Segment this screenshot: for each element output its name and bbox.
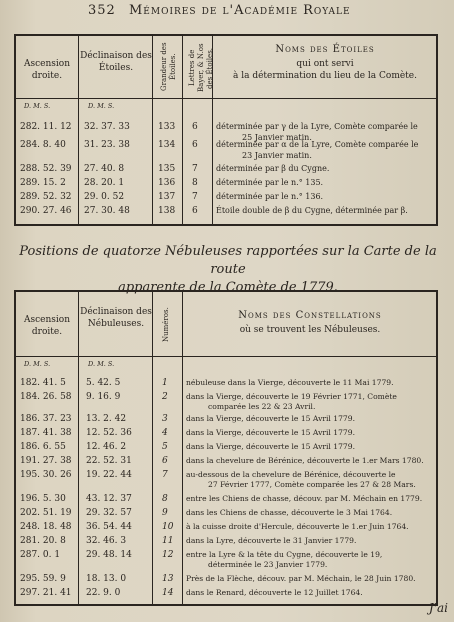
header-noms: Noms des Étoiles xyxy=(275,44,375,55)
header-lettres: Lettres de Bayer, & N.os des Étoiles. xyxy=(188,43,214,93)
nebula-number: 13 xyxy=(162,574,174,584)
declinaison-value: 13. 2. 42 xyxy=(86,414,127,424)
ascension-value: 290. 27. 46 xyxy=(20,206,72,216)
star-number: 138 xyxy=(158,206,176,216)
catchword: J'ai xyxy=(428,601,448,615)
nebula-number: 3 xyxy=(162,414,168,424)
nebula-number: 1 xyxy=(162,378,168,388)
declinaison-value: 12. 46. 2 xyxy=(86,442,127,452)
constellation-note-cont: comparée les 22 & 23 Avril. xyxy=(208,402,316,411)
star-note: déterminée par le n.° 135. xyxy=(216,178,324,187)
header-ascension-2: Ascension droite. xyxy=(24,315,70,337)
declinaison-value: 36. 54. 44 xyxy=(86,522,132,532)
ascension-value: 196. 5. 30 xyxy=(20,494,66,504)
declinaison-value: 29. 48. 14 xyxy=(86,550,132,560)
magnitude: 8 xyxy=(192,178,198,188)
nebulae-table xyxy=(14,290,438,606)
nebula-number: 14 xyxy=(162,588,174,598)
ascension-value: 289. 15. 2 xyxy=(20,178,66,188)
section-title xyxy=(8,243,448,297)
header-declinaison: Déclinaison des Étoiles. xyxy=(80,51,152,73)
header-numeros: Numéros. xyxy=(162,307,170,343)
constellation-note: nébuleuse dans la Vierge, découverte le 11 Mai 1779. xyxy=(186,378,394,387)
ascension-value: 182. 41. 5 xyxy=(20,378,66,388)
running-title: Mémoires de l'Académie Royale xyxy=(128,3,351,18)
header-noms-sub1: qui ont servi xyxy=(296,59,354,69)
constellation-note: dans les Chiens de chasse, découverte le 3 Mai 1764. xyxy=(186,508,393,517)
ascension-value: 184. 26. 58 xyxy=(20,392,72,402)
running-head xyxy=(88,3,448,18)
constellation-note: dans la Vierge, découverte le 19 Février 1771, Comète xyxy=(186,392,397,401)
header-ascension: Ascension droite. xyxy=(24,59,70,81)
nebula-number: 2 xyxy=(162,392,168,402)
constellation-note: Près de la Flèche, découv. par M. Méchain, le 28 Juin 1780. xyxy=(186,574,416,583)
star-note: déterminée par β du Cygne. xyxy=(216,164,330,173)
declinaison-value: 22. 9. 0 xyxy=(86,588,121,598)
nebula-number: 8 xyxy=(162,494,168,504)
star-number: 133 xyxy=(158,122,176,132)
declinaison-value: 29. 32. 57 xyxy=(86,508,132,518)
ascension-value: 191. 27. 38 xyxy=(20,456,72,466)
declinaison-value: 28. 20. 1 xyxy=(84,178,125,188)
nebula-number: 6 xyxy=(162,456,168,466)
header-noms-sub-2: où se trouvent les Nébuleuses. xyxy=(239,325,381,335)
units-ascension-2: D. M. S. xyxy=(24,360,51,368)
units-declinaison: D. M. S. xyxy=(88,102,115,110)
declinaison-value: 32. 37. 33 xyxy=(84,122,130,132)
constellation-note: dans la Vierge, découverte le 15 Avril 1779. xyxy=(186,414,356,423)
declinaison-value: 31. 23. 38 xyxy=(84,140,130,150)
constellation-note: à la cuisse droite d'Hercule, découverte le 1.er Juin 1764. xyxy=(186,522,409,531)
section-title-line1: Positions de quatorze Nébuleuses rapportées sur la Carte de la route xyxy=(19,244,437,277)
constellation-note: dans la chevelure de Bérénice, découverte le 1.er Mars 1780. xyxy=(186,456,424,465)
constellation-note: dans la Vierge, découverte le 15 Avril 1779. xyxy=(186,428,356,437)
nebula-number: 5 xyxy=(162,442,168,452)
star-note-cont: 25 Janvier matin. xyxy=(242,133,312,142)
star-note: déterminée par α de la Lyre, Comète comparée le xyxy=(216,140,419,149)
constellation-note-cont: déterminée le 23 Janvier 1779. xyxy=(208,560,328,569)
declinaison-value: 19. 22. 44 xyxy=(86,470,132,480)
magnitude: 6 xyxy=(192,122,198,132)
declinaison-value: 12. 52. 36 xyxy=(86,428,132,438)
star-number: 137 xyxy=(158,192,176,202)
magnitude: 6 xyxy=(192,140,198,150)
constellation-note-cont: 27 Février 1777, Comète comparée les 27 & 28 Mars. xyxy=(208,480,416,489)
ascension-value: 202. 51. 19 xyxy=(20,508,72,518)
star-number: 136 xyxy=(158,178,176,188)
stars-table xyxy=(14,34,438,226)
ascension-value: 248. 18. 48 xyxy=(20,522,72,532)
constellation-note: au-dessous de la chevelure de Bérénice, découverte le xyxy=(186,470,396,479)
ascension-value: 289. 52. 32 xyxy=(20,192,72,202)
declinaison-value: 18. 13. 0 xyxy=(86,574,127,584)
header-grandeur: Grandeur des Étoiles. xyxy=(160,42,177,92)
ascension-value: 281. 20. 8 xyxy=(20,536,66,546)
constellation-note: dans la Vierge, découverte le 15 Avril 1779. xyxy=(186,442,356,451)
nebula-number: 11 xyxy=(162,536,174,546)
ascension-value: 186. 37. 23 xyxy=(20,414,72,424)
declinaison-value: 5. 42. 5 xyxy=(86,378,121,388)
magnitude: 7 xyxy=(192,192,198,202)
star-note: déterminée par γ de la Lyre, Comète comparée le xyxy=(216,122,418,131)
magnitude: 7 xyxy=(192,164,198,174)
constellation-note: entre la Lyre & la tête du Cygne, découverte le 19, xyxy=(186,550,383,559)
ascension-value: 287. 0. 1 xyxy=(20,550,61,560)
declinaison-value: 43. 12. 37 xyxy=(86,494,132,504)
ascension-value: 284. 8. 40 xyxy=(20,140,66,150)
header-declinaison-2: Déclinaison des Nébuleuses. xyxy=(80,307,152,329)
nebula-number: 4 xyxy=(162,428,168,438)
ascension-value: 297. 21. 41 xyxy=(20,588,72,598)
ascension-value: 187. 41. 38 xyxy=(20,428,72,438)
declinaison-value: 27. 40. 8 xyxy=(84,164,125,174)
ascension-value: 288. 52. 39 xyxy=(20,164,72,174)
star-note-cont: 23 Janvier matin. xyxy=(242,151,312,160)
ascension-value: 195. 30. 26 xyxy=(20,470,72,480)
declinaison-value: 9. 16. 9 xyxy=(86,392,121,402)
star-note: déterminée par le n.° 136. xyxy=(216,192,324,201)
star-number: 134 xyxy=(158,140,176,150)
constellation-note: dans la Lyre, découverte le 31 Janvier 1779. xyxy=(186,536,357,545)
units-declinaison-2: D. M. S. xyxy=(88,360,115,368)
constellation-note: dans le Renard, découverte le 12 Juillet 1764. xyxy=(186,588,363,597)
declinaison-value: 22. 52. 31 xyxy=(86,456,132,466)
header-noms-sub2: à la détermination du lieu de la Comète. xyxy=(233,71,417,81)
ascension-value: 295. 59. 9 xyxy=(20,574,66,584)
section-title-line2: apparente de la Comète de 1779. xyxy=(118,280,338,295)
nebula-number: 9 xyxy=(162,508,168,518)
constellation-note: entre les Chiens de chasse, découv. par M. Méchain en 1779. xyxy=(186,494,423,503)
declinaison-value: 27. 30. 48 xyxy=(84,206,130,216)
magnitude: 6 xyxy=(192,206,198,216)
page-number: 352 xyxy=(88,3,116,18)
declinaison-value: 29. 0. 52 xyxy=(84,192,125,202)
units-ascension: D. M. S. xyxy=(24,102,51,110)
nebula-number: 12 xyxy=(162,550,174,560)
declinaison-value: 32. 46. 3 xyxy=(86,536,127,546)
star-note: Étoile double de β du Cygne, déterminée par β. xyxy=(216,206,408,215)
header-noms-2: Noms des Constellations xyxy=(238,310,382,321)
nebula-number: 10 xyxy=(162,522,174,532)
ascension-value: 186. 6. 55 xyxy=(20,442,66,452)
nebula-number: 7 xyxy=(162,470,168,480)
star-number: 135 xyxy=(158,164,176,174)
ascension-value: 282. 11. 12 xyxy=(20,122,72,132)
